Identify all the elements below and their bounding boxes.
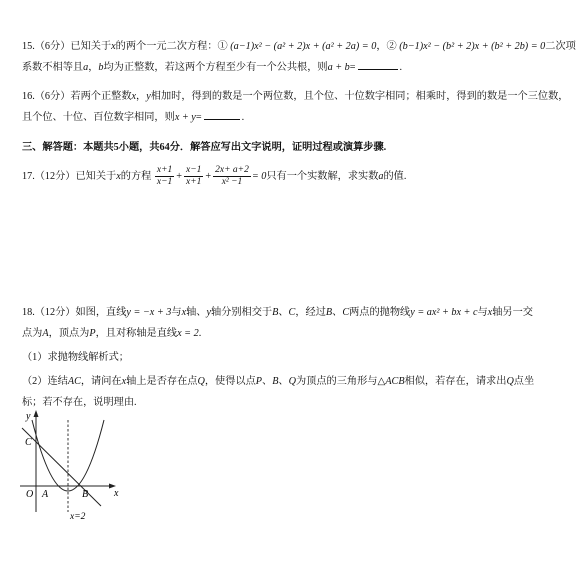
q15-line1 (22, 40, 576, 54)
q18-text: 为顶点的三角形与△ (295, 376, 386, 387)
q15-line2 (22, 60, 562, 75)
fraction-denominator: x² −1 (221, 177, 243, 188)
label-x: x (114, 488, 119, 499)
equals-sign: = (349, 62, 356, 73)
separator: 、 (262, 376, 273, 387)
q15-equation-2: (b−1)x² − (b² + 2)x + (b² + 2b) = 0 (399, 41, 546, 52)
var-x: x (116, 171, 121, 182)
q17-text: 的值. (383, 171, 407, 182)
q15-text: 的两个一元二次方程：① (115, 41, 231, 52)
q16-expression: x + y (174, 112, 196, 123)
q18-text: 与 (477, 307, 488, 318)
q15-equation-1: (a−1)x² − (a² + 2)x + (a² + 2a) = 0 (230, 41, 377, 52)
fraction-numerator: x−1 (186, 165, 202, 176)
q18-line-last: 标；若不存在，说明理由. (22, 397, 137, 408)
point-b: B (272, 307, 279, 318)
q15-text: 均为正整数，若这两个方程至少有一个公共根，则 (103, 62, 328, 73)
answer-blank[interactable] (204, 110, 240, 120)
fraction-denominator: x−1 (156, 177, 173, 188)
q18-text: ，请问在 (80, 376, 122, 387)
var-a: a (378, 171, 384, 182)
q18-text: 点坐 (513, 376, 535, 387)
label-c: C (25, 437, 32, 448)
fraction-2 (184, 165, 203, 188)
point-a: A (42, 328, 49, 339)
q15-expression: a + b (327, 62, 350, 73)
q15-text: 二次项 (545, 41, 576, 52)
point-q: Q (288, 376, 296, 387)
fraction-numerator: 2x+ a+2 (215, 165, 249, 176)
q16-text: 16.（6分）若两个正整数 (22, 91, 132, 102)
fraction-numerator: x+1 (156, 165, 173, 176)
separator: 、 (278, 307, 289, 318)
q15-text: ， (88, 62, 99, 73)
plus-sign: + (176, 171, 183, 182)
point-b: B (325, 307, 333, 318)
q15-text: 15.（6分）已知关于 (22, 41, 112, 52)
fraction-3 (213, 165, 251, 188)
period: . (399, 62, 403, 73)
answer-blank[interactable] (358, 60, 398, 70)
q17-line (22, 165, 562, 191)
triangle-acb: ACB (385, 376, 405, 387)
point-p: P (89, 328, 96, 339)
separator: 、 (332, 307, 343, 318)
q18-text: 轴另一交 (492, 307, 533, 318)
q17-text: 的方程 (120, 171, 152, 182)
label-a: A (42, 489, 49, 500)
q18-text: （2）连结 (22, 376, 68, 387)
q18-text: 点为 (22, 328, 43, 339)
var-b: b (98, 62, 104, 73)
fraction-1 (155, 165, 174, 188)
q18-figure (16, 408, 136, 523)
q18-text: 轴分别相交于 (211, 307, 273, 318)
y-axis-arrow (34, 410, 39, 417)
equals-sign: = (195, 112, 202, 123)
q18-text: ，且对称轴是直线 (95, 328, 178, 339)
q18-text: 18.（12分）如图，直线 (22, 307, 127, 318)
line-equation: y = −x + 3 (126, 307, 172, 318)
segment-ac: AC (67, 376, 81, 387)
q18-part1: （1）求抛物线解析式； (22, 352, 129, 363)
var-x: x (181, 307, 187, 318)
period: . (241, 112, 245, 123)
var-x: x (487, 307, 493, 318)
q18-text: ，使得以点 (204, 376, 256, 387)
q16-text: ， (136, 91, 147, 102)
point-c: C (288, 307, 296, 318)
var-x: x (131, 91, 137, 102)
q18-text: ，顶点为 (48, 328, 90, 339)
label-axis: x=2 (70, 512, 86, 522)
separator: 、 (278, 376, 289, 387)
q18-part2 (22, 375, 562, 389)
q15-text: 系数不相等且 (22, 62, 84, 73)
q16-text: 且个位、十位、百位数字相同，则 (22, 112, 175, 123)
point-q: Q (197, 376, 205, 387)
q18-line2 (22, 327, 562, 341)
q16-line2 (22, 110, 562, 125)
label-b: B (82, 489, 89, 500)
label-o: O (26, 489, 34, 500)
q18-text: 相似，若存在，请求出 (404, 376, 507, 387)
var-y: y (206, 307, 211, 318)
parabola-equation: y = ax² + bx + c (410, 307, 478, 318)
point-q: Q (506, 376, 514, 387)
q18-line1 (22, 306, 562, 320)
var-a: a (83, 62, 89, 73)
q18-text: 轴、 (186, 307, 207, 318)
var-x: x (121, 376, 127, 387)
axis-equation: x = 2 (177, 328, 199, 339)
q15-text: ，② (376, 41, 400, 52)
period: . (198, 328, 202, 339)
q16-line1 (22, 90, 569, 104)
q18-text: 轴上是否存在点 (126, 376, 198, 387)
q17-text: 17.（12分）已知关于 (22, 171, 117, 182)
equals-zero: = 0 (251, 171, 267, 182)
var-y: y (146, 91, 151, 102)
var-x: x (111, 41, 116, 52)
q18-text: 与 (171, 307, 182, 318)
point-c: C (342, 307, 350, 318)
q18-text: ，经过 (295, 307, 326, 318)
plus-sign: + (205, 171, 212, 182)
label-y: y (26, 411, 31, 422)
fraction-denominator: x+1 (186, 177, 202, 188)
q16-text: 相加时，得到的数是一个两位数，且个位、十位数字相同；相乘时，得到的数是一个三位数， (150, 91, 569, 102)
point-p: P (255, 376, 262, 387)
q18-text: 两点的抛物线 (349, 307, 411, 318)
section-heading: 三、解答题：本题共5小题，共64分．解答应写出文字说明，证明过程或演算步骤. (22, 142, 387, 153)
q17-text: 只有一个实数解，求实数 (266, 171, 379, 182)
point-b: B (272, 376, 279, 387)
